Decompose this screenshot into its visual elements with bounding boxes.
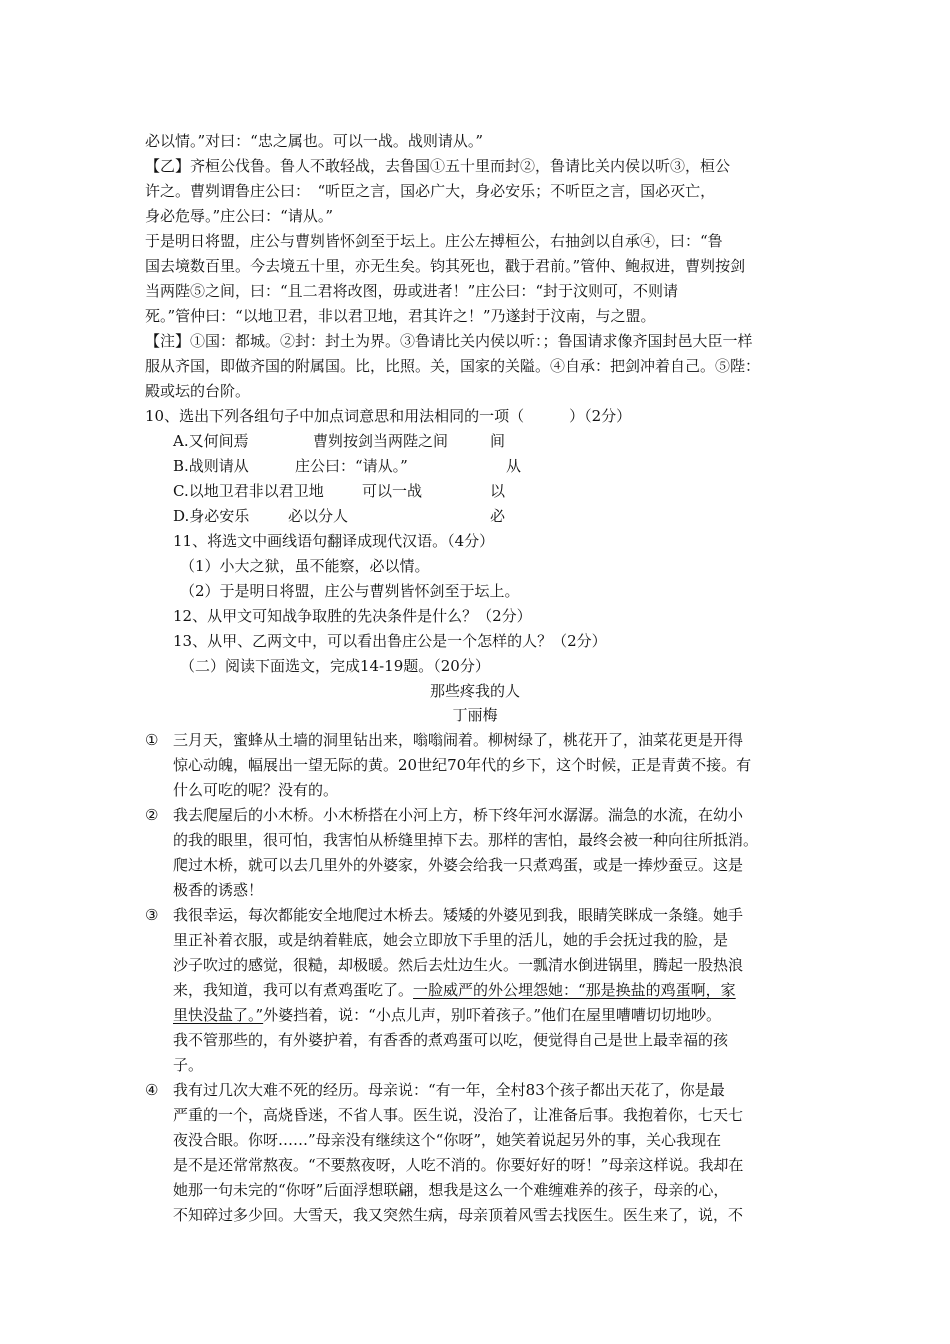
passage-b-line: 当两陛⑤之间，曰：“且二君将改图，毋或进者！”庄公曰：“封于汶则可，不则请: [145, 282, 679, 300]
underlined-sentence-end: 里快没盐了。”: [173, 1006, 264, 1024]
note-line: 服从齐国，即做齐国的附属国。比，比照。关，国家的关隘。④自承：把剑冲着自己。⑤陛：: [145, 357, 761, 375]
paragraph-line: 爬过木桥，就可以去几里外的外婆家，外婆会给我一只煮鸡蛋，或是一捧炒蚕豆。这是: [173, 856, 744, 874]
paragraph-line: 夜没合眼。你呀……”母亲没有继续这个“你呀”，她笑着说起另外的事，关心我现在: [173, 1131, 722, 1149]
paragraph-number: ③: [145, 906, 159, 924]
paragraph-line: 她那一句未完的“你呀”后面浮想联翩，想我是这么一个难缠难养的孩子，母亲的心，: [173, 1181, 729, 1199]
paragraph-line: 什么可吃的呢？没有的。: [173, 781, 339, 799]
question-13: 13、从甲、乙两文中，可以看出鲁庄公是一个怎样的人？（2分）: [173, 632, 607, 650]
article-title: 那些疼我的人: [429, 682, 520, 700]
passage-b-line: 【乙】齐桓公伐鲁。鲁人不敢轻战，去鲁国①五十里而封②，鲁请比关内侯以听③，桓公: [145, 157, 731, 175]
option-c-left: C.以地卫君非以君卫地: [173, 482, 324, 500]
passage-b-line: 于是明日将盟，庄公与曹刿皆怀剑至于坛上。庄公左搏桓公，右抽剑以自承④，曰：“鲁: [145, 232, 723, 250]
option-d-word: 必: [490, 507, 506, 525]
paragraph-number: ②: [145, 806, 159, 824]
passage-b-line: 国去境数百里。今去境五十里，亦无生矣。钧其死也，戳于君前。”管仲、鲍叔进，曹刿按剑: [145, 257, 746, 275]
paragraph-number: ①: [145, 731, 159, 749]
paragraph-line: 我不管那些的，有外婆护着，有香香的煮鸡蛋可以吃，便觉得自己是世上最幸福的孩: [173, 1031, 729, 1049]
question-11: 11、将选文中画线语句翻译成现代汉语。（4分）: [173, 532, 495, 550]
question-11-item-1: （1）小大之狱，虽不能察，必以情。: [180, 557, 430, 575]
paragraph-line-mixed: [173, 981, 736, 999]
option-a-left: A.又何间焉: [173, 432, 249, 450]
passage-b-line: 死。”管仲曰：“以地卫君，非以君卫地，君其许之！”乃遂封于汶南，与之盟。: [145, 307, 656, 325]
paragraph-line: 三月天，蜜蜂从土墙的洞里钻出来，嗡嗡闹着。柳树绿了，桃花开了，油菜花更是开得: [173, 731, 744, 749]
paragraph-line: 我很幸运，每次都能安全地爬过木桥去。矮矮的外婆见到我，眼睛笑眯成一条缝。她手: [173, 906, 744, 924]
option-c-right: 可以一战: [362, 482, 423, 500]
paragraph-line: 里正补着衣服，或是纳着鞋底，她会立即放下手里的活儿，她的手会抚过我的脸，是: [173, 931, 729, 949]
article-author: 丁丽梅: [452, 706, 498, 724]
option-a-word: 间: [490, 432, 506, 450]
paragraph-line: 子。: [173, 1056, 204, 1074]
paragraph-line-mixed: [173, 1006, 721, 1024]
paragraph-line: 的我的眼里，很可怕，我害怕从桥缝里掉下去。那样的害怕，最终会被一种向往所抵消。: [173, 831, 759, 849]
note-line: 殿或坛的台阶。: [145, 382, 251, 400]
option-c-word: 以: [490, 482, 506, 500]
passage-b-line: 许之。曹刿谓鲁庄公曰： “听臣之言，国必广大，身必安乐；不听臣之言，国必灭亡，: [145, 182, 716, 200]
section-2-heading: （二）阅读下面选文，完成14-19题。（20分）: [180, 657, 490, 675]
paragraph-line: 惊心动魄，幅展出一望无际的黄。20世纪70年代的乡下，这个时候，正是青黄不接。有: [173, 756, 752, 774]
note-line: 【注】①国：都城。②封：封土为界。③鲁请比关内侯以听：；鲁国请求像齐国封邑大臣一样: [145, 332, 753, 350]
paragraph-number: ④: [145, 1081, 159, 1099]
question-11-item-2: （2）于是明日将盟，庄公与曹刿皆怀剑至于坛上。: [180, 582, 520, 600]
paragraph-line: 是不是还常常熬夜。“不要熬夜呀，人吃不消的。你要好好的呀！”母亲这样说。我却在: [173, 1156, 744, 1174]
paragraph-line: 不知碎过多少回。大雪天，我又突然生病，母亲顶着风雪去找医生。医生来了，说，不: [173, 1206, 744, 1224]
paragraph-line: 我有过几次大难不死的经历。母亲说：“有一年，全村83个孩子都出天花了，你是最: [173, 1081, 725, 1099]
option-d-left: D.身必安乐: [173, 507, 250, 525]
paragraph-line: 沙子吹过的感觉，很糙，却极暖。然后去灶边生火。一瓢清水倒进锅里，腾起一股热浪: [173, 956, 744, 974]
paragraph-text: 来，我知道，我可以有煮鸡蛋吃了。: [173, 981, 414, 999]
option-a-right: 曹刿按剑当两陛之间: [313, 432, 449, 450]
paragraph-line: 我去爬屋后的小木桥。小木桥搭在小河上方，桥下终年河水潺潺。湍急的水流，在幼小: [173, 806, 744, 824]
option-b-right: 庄公曰：“请从。”: [295, 457, 408, 475]
question-10: 10、选出下列各组句子中加点词意思和用法相同的一项（ ）（2分）: [145, 407, 632, 425]
option-b-left: B.战则请从: [173, 457, 249, 475]
question-12: 12、从甲文可知战争取胜的先决条件是什么？（2分）: [173, 607, 532, 625]
option-d-right: 必以分人: [288, 507, 349, 525]
passage-a-ending: 必以情。”对曰：“忠之属也。可以一战。战则请从。”: [145, 132, 484, 150]
underlined-sentence: 一脸威严的外公埋怨她：“那是换盐的鸡蛋啊，家: [413, 981, 736, 999]
option-b-word: 从: [506, 457, 522, 475]
paragraph-text: 外婆挡着，说：“小点儿声，别吓着孩子。”他们在屋里嘈嘈切切地吵。: [263, 1006, 722, 1024]
passage-b-line: 身必危辱。”庄公曰：“请从。”: [145, 207, 334, 225]
paragraph-line: 极香的诱惑！: [173, 881, 264, 899]
paragraph-line: 严重的一个，高烧昏迷，不省人事。医生说，没治了，让准备后事。我抱着你，七天七: [173, 1106, 744, 1124]
